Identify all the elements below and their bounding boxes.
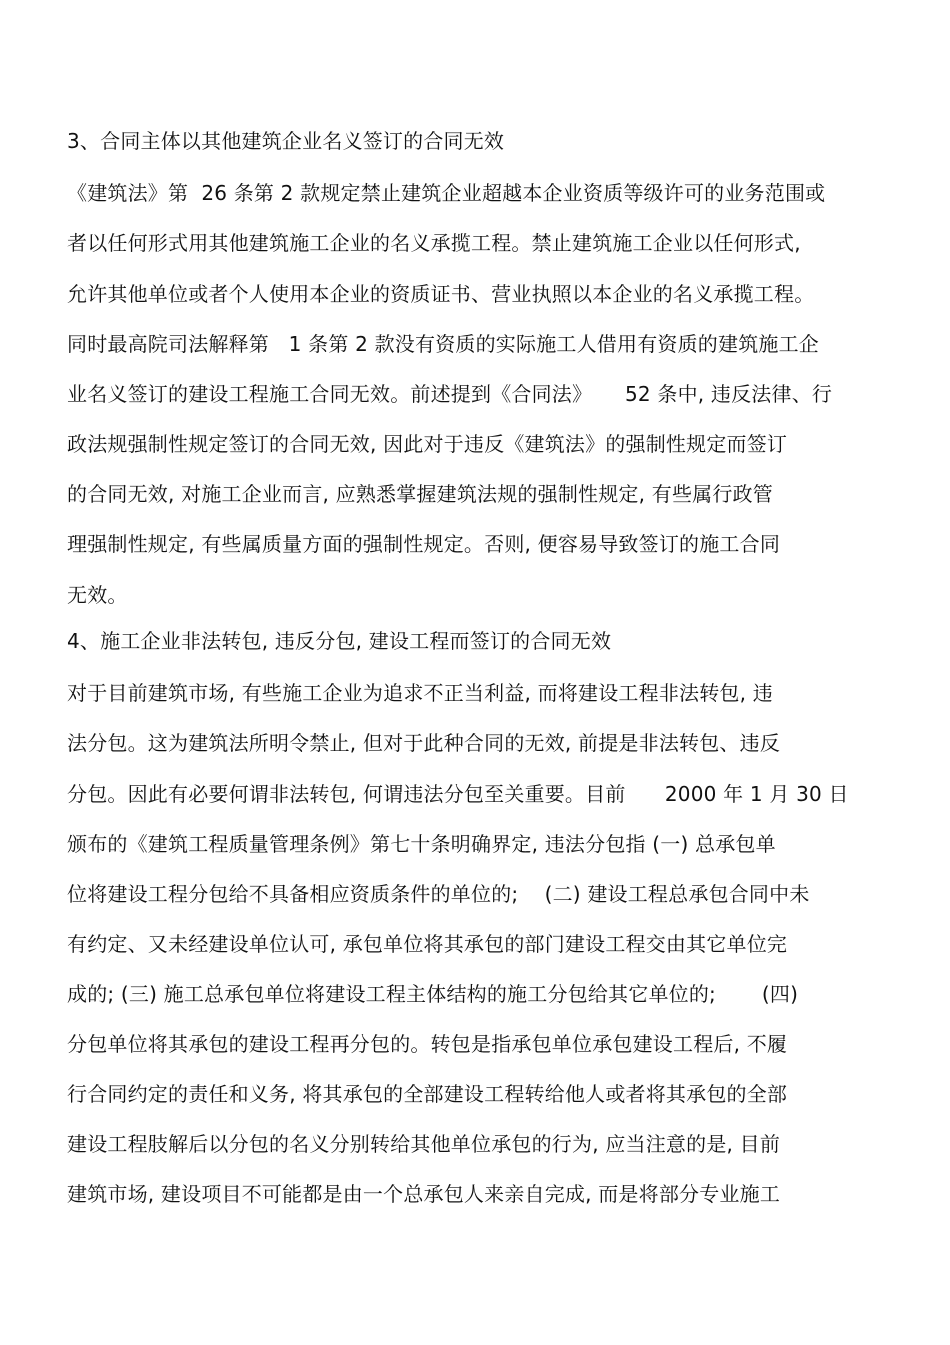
paragraph-line: 者以任何形式用其他建筑施工企业的名义承揽工程。禁止建筑施工企业以任何形式, [67,231,801,255]
paragraph-line: 对于目前建筑市场, 有些施工企业为追求不正当利益, 而将建设工程非法转包, 违 [67,681,773,705]
paragraph-line: 位将建设工程分包给不具备相应资质条件的单位的; (二) 建设工程总承包合同中未 [67,882,810,906]
paragraph-line: 分包单位将其承包的建设工程再分包的。转包是指承包单位承包建设工程后, 不履 [67,1032,788,1056]
paragraph-line: 允许其他单位或者个人使用本企业的资质证书、营业执照以本企业的名义承揽工程。 [67,282,815,306]
paragraph-line: 政法规强制性规定签订的合同无效, 因此对于违反《建筑法》的强制性规定而签订 [67,432,788,456]
paragraph-line: 颁布的《建筑工程质量管理条例》第七十条明确界定, 违法分包指 (一) 总承包单 [67,832,776,856]
paragraph-line: 无效。 [67,583,128,607]
paragraph-line: 建筑市场, 建设项目不可能都是由一个总承包人来亲自完成, 而是将部分专业施工 [67,1182,781,1206]
paragraph-line: 同时最高院司法解释第 1 条第 2 款没有资质的实际施工人借用有资质的建筑施工企 [67,332,819,356]
paragraph-line: 建设工程肢解后以分包的名义分别转给其他单位承包的行为, 应当注意的是, 目前 [67,1132,781,1156]
paragraph-line: 有约定、又未经建设单位认可, 承包单位将其承包的部门建设工程交由其它单位完 [67,932,788,956]
section-heading: 3、合同主体以其他建筑企业名义签订的合同无效 [67,129,505,153]
paragraph-line: 成的; (三) 施工总承包单位将建设工程主体结构的施工分包给其它单位的; (四) [67,982,799,1006]
paragraph-line: 理强制性规定, 有些属质量方面的强制性规定。否则, 便容易导致签订的施工合同 [67,532,781,556]
paragraph-line: 《建筑法》第 26 条第 2 款规定禁止建筑企业超越本企业资质等级许可的业务范围或 [67,181,826,205]
paragraph-line: 分包。因此有必要何谓非法转包, 何谓违法分包至关重要。目前 2000 年 1 月 30 日 [67,782,849,806]
section-heading: 4、施工企业非法转包, 违反分包, 建设工程而签订的合同无效 [67,629,612,653]
paragraph-line: 业名义签订的建设工程施工合同无效。前述提到《合同法》 52 条中, 违反法律、行 [67,382,833,406]
paragraph-line: 法分包。这为建筑法所明令禁止, 但对于此种合同的无效, 前提是非法转包、违反 [67,731,781,755]
paragraph-line: 行合同约定的责任和义务, 将其承包的全部建设工程转给他人或者将其承包的全部 [67,1082,788,1106]
paragraph-line: 的合同无效, 对施工企业而言, 应熟悉掌握建筑法规的强制性规定, 有些属行政管 [67,482,773,506]
